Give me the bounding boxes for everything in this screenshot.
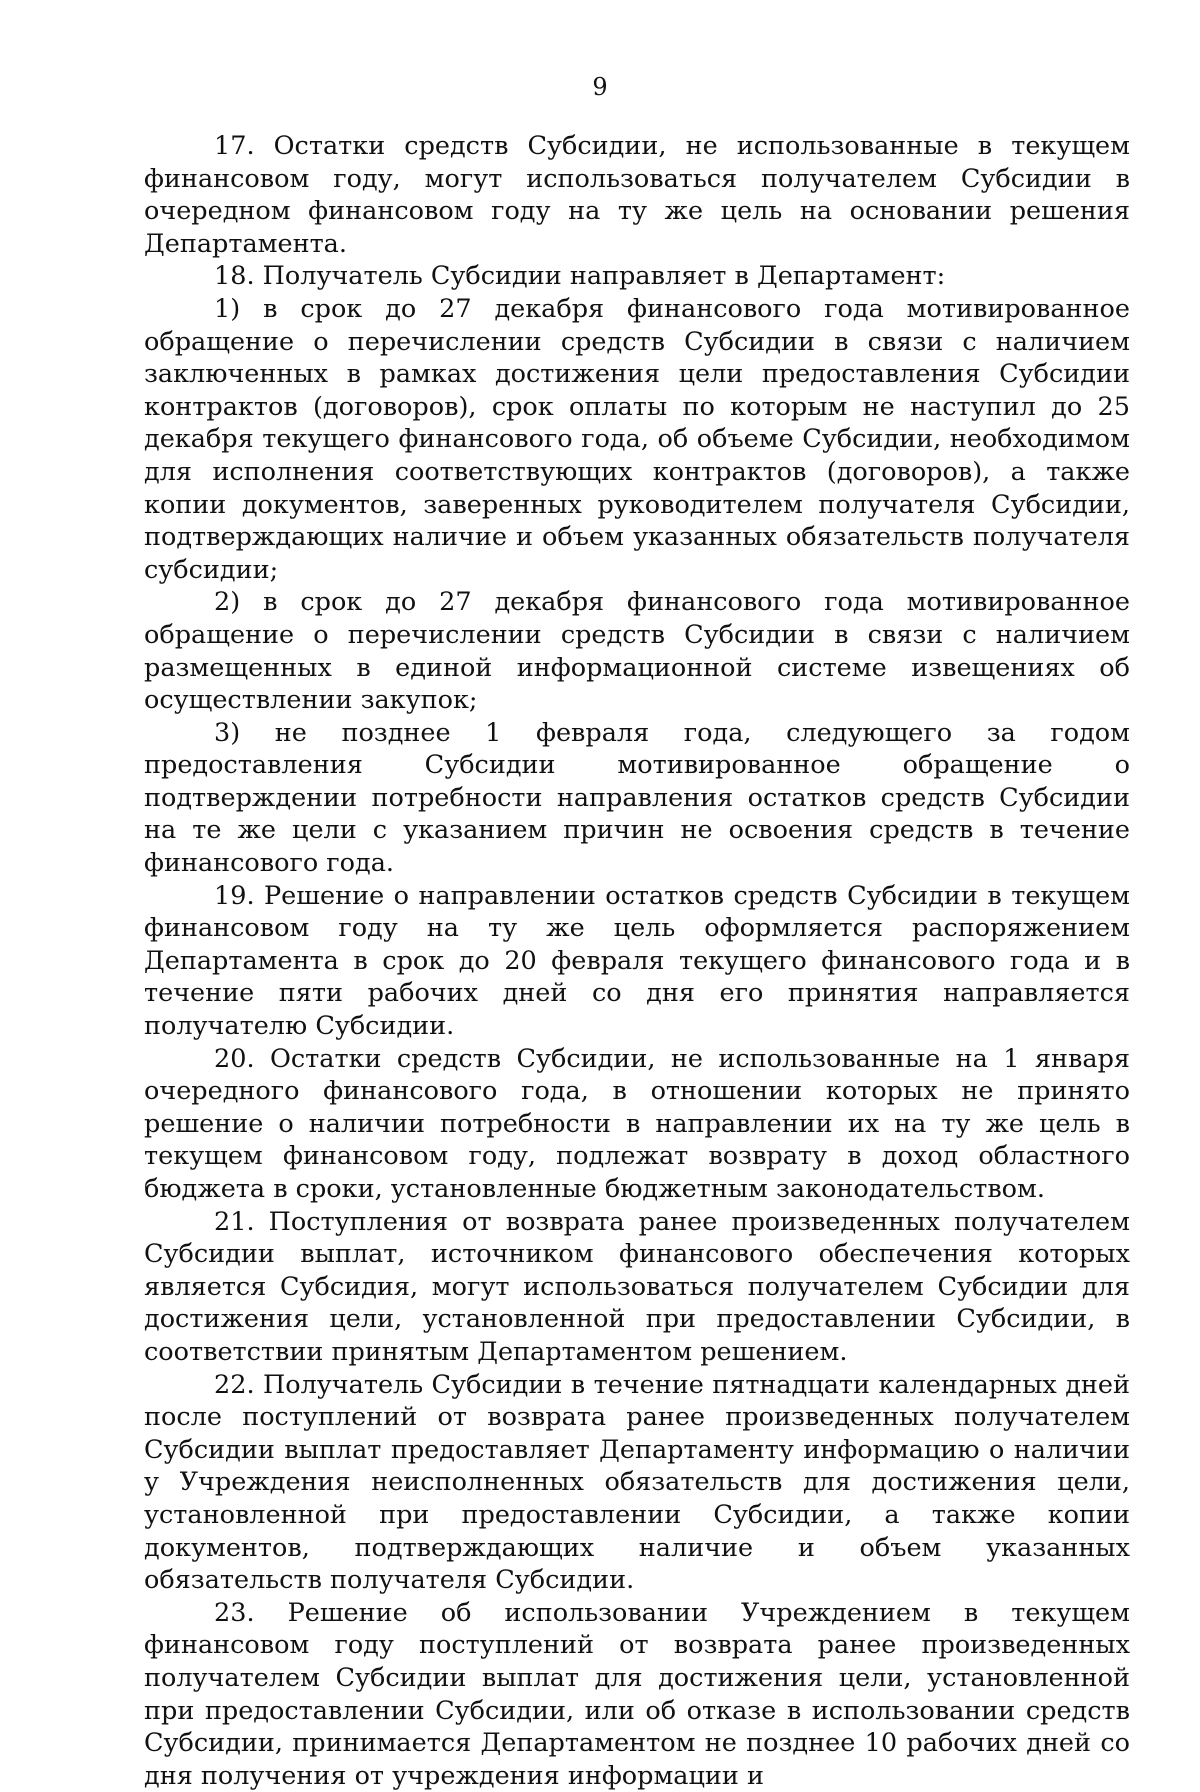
paragraph-18-item-3: 3) не позднее 1 февраля года, следующего за годом предоставления Субсидии мотивированное обращение о подтверждении потребности направления остатков средств Субсидии на те же цели с указанием причин не освоения средств в течение финансового года. (144, 717, 1130, 879)
paragraph-20: 20. Остатки средств Субсидии, не использованные на 1 января очередного финансового года, в отношении которых не принято решение о наличии потребности в направлении их на ту же цель в текущем финансовом году, подлежат возврату в доход областного бюджета в сроки, установленные бюджетным законодательством. (144, 1043, 1130, 1204)
paragraph-23: 23. Решение об использовании Учреждением в текущем финансовом году поступлений от возврата ранее произведенных получателем Субсидии выплат для достижения цели, установленной при предоставлении Субсидии, или об отказе в использовании средств Субсидии, принимается Департаментом не позднее 10 рабочих дней со дня получения от учреждения информации и (144, 1597, 1130, 1791)
paragraph-22: 22. Получатель Субсидии в течение пятнадцати календарных дней после поступлений от возврата ранее произведенных получателем Субсидии выплат предоставляет Департаменту информацию о наличии у Учреждения неисполненных обязательств для достижения цели, установленной при предоставлении Субсидии, а также копии документов, подтверждающих наличие и объем указанных обязательств получателя Субсидии. (144, 1369, 1130, 1596)
paragraph-21: 21. Поступления от возврата ранее произведенных получателем Субсидии выплат, источником финансового обеспечения которых является Субсидия, могут использоваться получателем Субсидии для достижения цели, установленной при предоставлении Субсидии, в соответствии принятым Департаментом решением. (144, 1206, 1130, 1367)
page-number: 9 (592, 73, 608, 101)
paragraph-17: 17. Остатки средств Субсидии, не использованные в текущем финансовом году, могут использоваться получателем Субсидии в очередном финансовом году на ту же цель на основании решения Департамента. (144, 131, 1130, 259)
document-body (144, 130, 1130, 1792)
paragraph-18: 18. Получатель Субсидии направляет в Департамент: (214, 261, 946, 292)
paragraph-18-item-2: 2) в срок до 27 декабря финансового года мотивированное обращение о перечислении средств Субсидии в связи с наличием размещенных в единой информационной системе извещениях об осуществлении закупок; (144, 587, 1130, 716)
paragraph-19: 19. Решение о направлении остатков средств Субсидии в текущем финансовом году на ту же цель оформляется распоряжением Департамента в срок до 20 февраля текущего финансового года и в течение пяти рабочих дней со дня его принятия направляется получателю Субсидии. (144, 880, 1130, 1042)
paragraph-18-item-1: 1) в срок до 27 декабря финансового года мотивированное обращение о перечислении средств Субсидии в связи с наличием заключенных в рамках достижения цели предоставления Субсидии контрактов (договоров), срок оплаты по которым не наступил до 25 декабря текущего финансового года, об объеме Субсидии, необходимом для исполнения соответствующих контрактов (договоров), а также копии документов, заверенных руководителем получателя Субсидии, подтверждающих наличие и объем указанных обязательств получателя субсидии; (144, 293, 1130, 585)
